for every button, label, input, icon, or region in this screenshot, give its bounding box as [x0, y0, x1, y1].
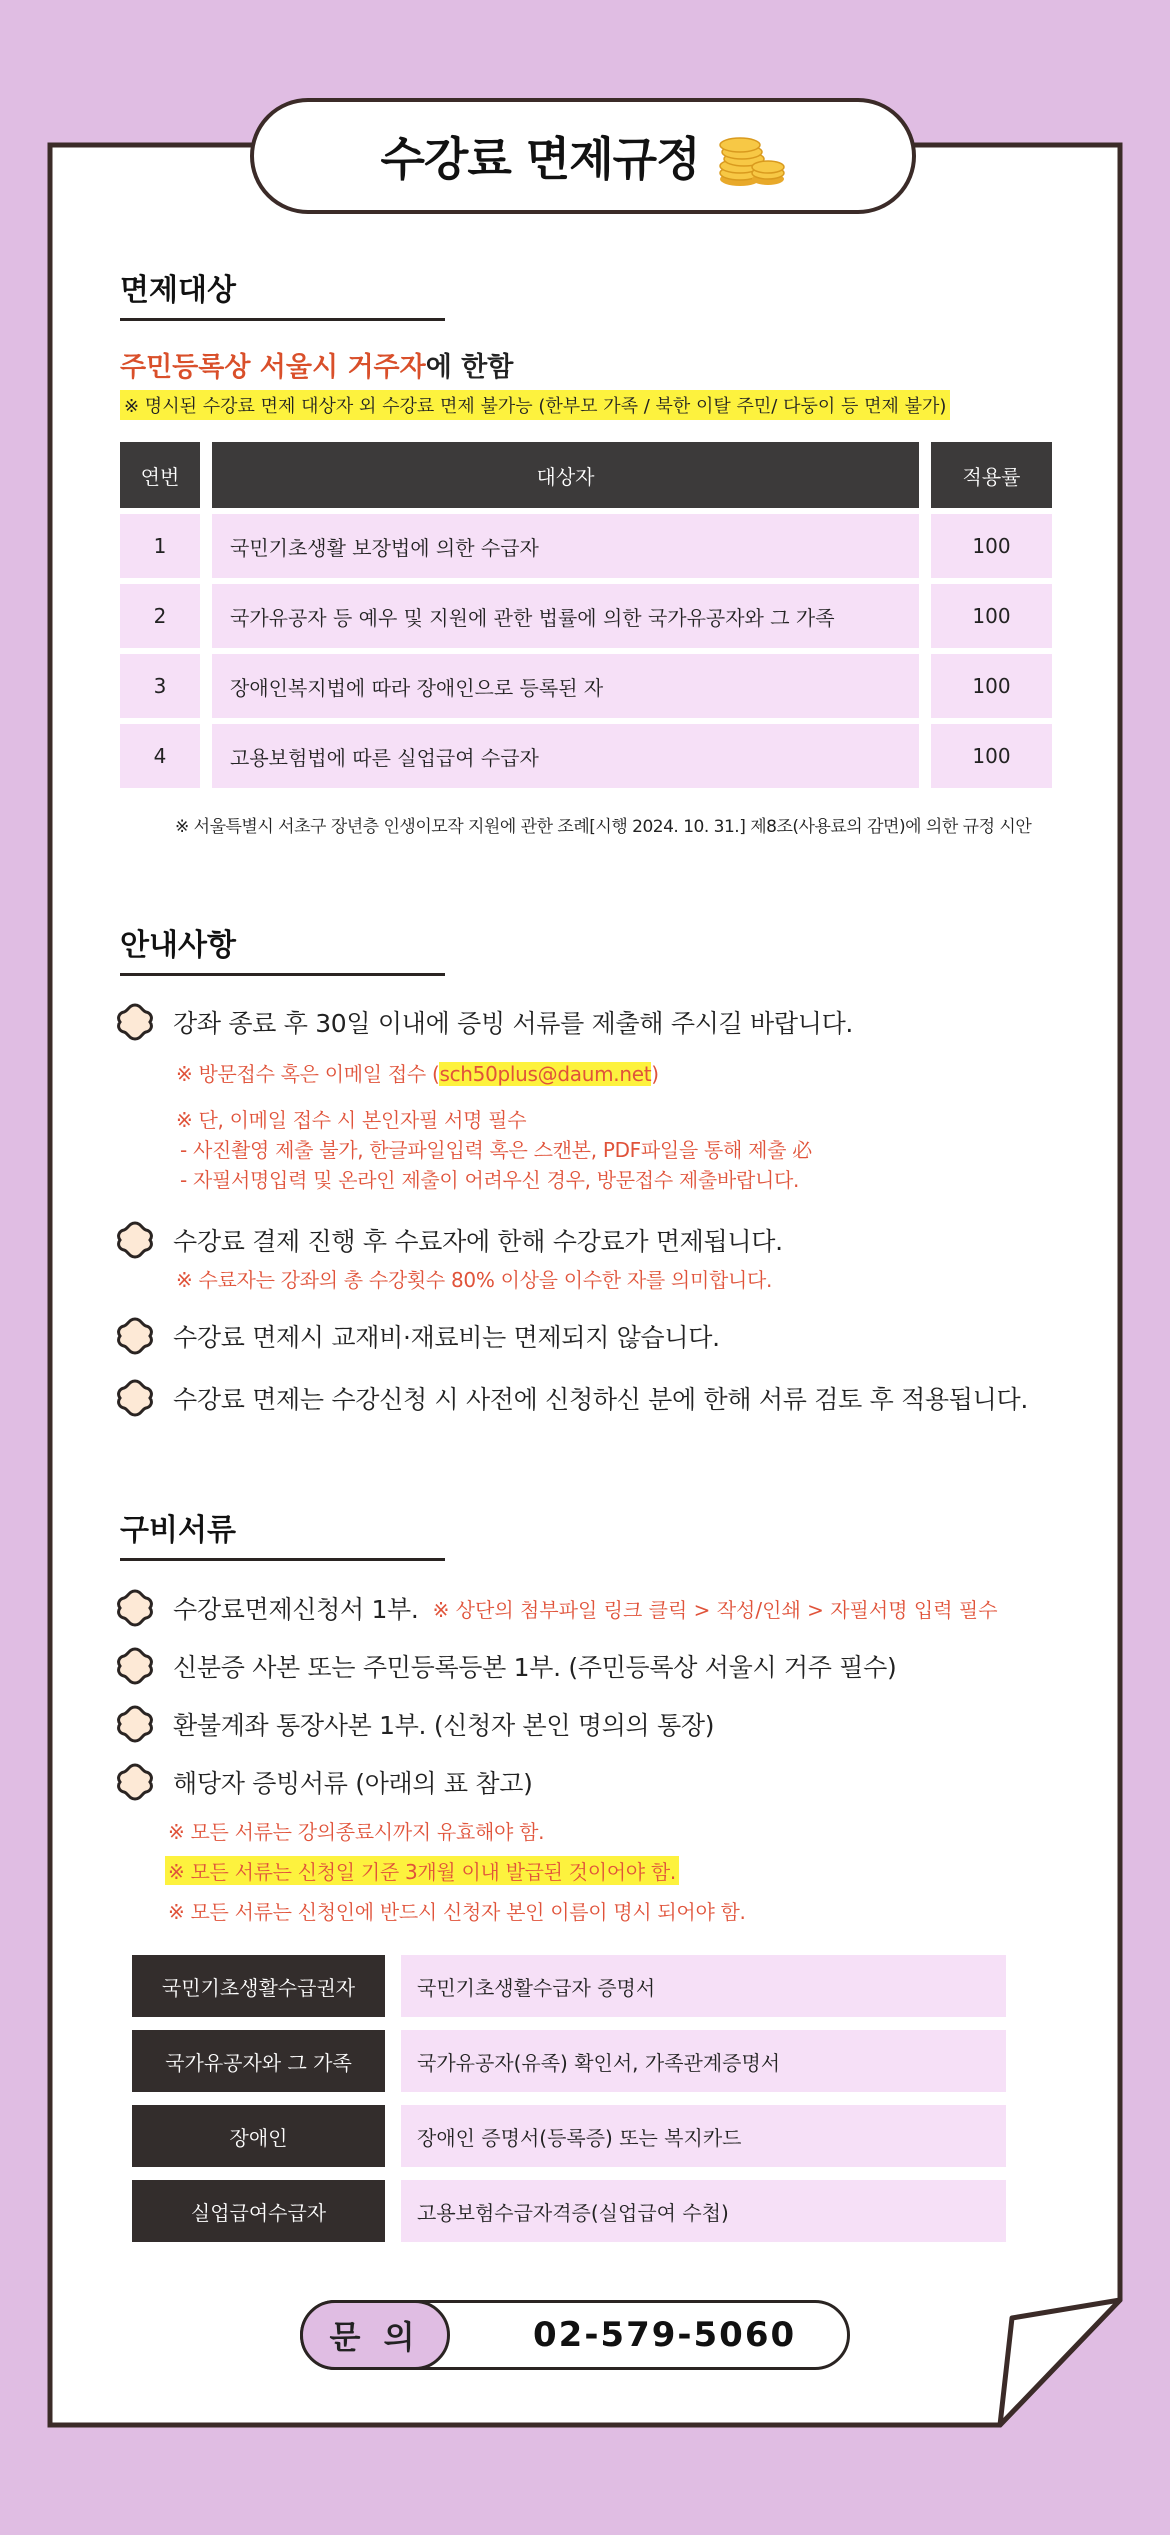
row-rate: 100	[931, 724, 1052, 788]
row-number: 4	[120, 724, 200, 788]
docs-item	[115, 1646, 896, 1686]
coins-icon	[716, 121, 786, 191]
docs-issue-date-note: ※ 모든 서류는 신청일 기준 3개월 이내 발급된 것이어야 함.	[165, 1856, 679, 1885]
target-highlight: 주민등록상 서울시 거주자	[120, 352, 426, 383]
contact-phone[interactable]: 02-579-5060	[533, 2315, 797, 2355]
table-row	[120, 654, 1052, 718]
doc-required: 국가유공자(유족) 확인서, 가족관계증명서	[401, 2030, 1006, 2092]
flower-bullet-icon	[115, 1002, 155, 1042]
page-title: 수강료 면제규정	[380, 132, 700, 186]
doc-required: 고용보험수급자격증(실업급여 수첩)	[401, 2180, 1006, 2242]
row-number: 3	[120, 654, 200, 718]
guide-item	[115, 1316, 720, 1356]
documents-table	[132, 1955, 1006, 2255]
doc-target: 장애인	[132, 2105, 385, 2167]
section-heading-guide: 안내사항	[120, 928, 236, 963]
table-header-row	[120, 442, 1052, 508]
section-divider	[120, 973, 445, 976]
submission-prefix: ※ 방문접수 혹은 이메일 접수 (	[176, 1062, 440, 1086]
section-heading-documents: 구비서류	[120, 1513, 236, 1548]
row-number: 1	[120, 514, 200, 578]
doc-target: 국민기초생활수급권자	[132, 1955, 385, 2017]
row-target: 국민기초생활 보장법에 의한 수급자	[212, 514, 919, 578]
docs-text: 환불계좌 통장사본 1부. (신청자 본인 명의의 통장)	[173, 1711, 715, 1740]
row-number: 2	[120, 584, 200, 648]
row-rate: 100	[931, 654, 1052, 718]
table-row	[132, 2180, 1006, 2242]
flower-bullet-icon	[115, 1220, 155, 1260]
guide-text: 강좌 종료 후 30일 이내에 증빙 서류를 제출해 주시길 바랍니다.	[173, 1009, 854, 1038]
guide-text: 수강료 면제는 수강신청 시 사전에 신청하신 분에 한해 서류 검토 후 적용됩니다.	[173, 1385, 1028, 1414]
table-row	[120, 584, 1052, 648]
docs-name-note: ※ 모든 서류는 신청인에 반드시 신청자 본인 이름이 명시 되어야 함.	[168, 1900, 746, 1924]
docs-attachment-note: ※ 상단의 첨부파일 링크 클릭 > 작성/인쇄 > 자필서명 입력 필수	[432, 1597, 998, 1622]
guide-text: 수강료 결제 진행 후 수료자에 한해 수강료가 면제됩니다.	[173, 1227, 783, 1256]
flower-bullet-icon	[115, 1588, 155, 1628]
row-target: 장애인복지법에 따라 장애인으로 등록된 자	[212, 654, 919, 718]
flower-bullet-icon	[115, 1316, 155, 1356]
header-cell: 적용률	[931, 442, 1052, 508]
section-divider	[120, 1558, 445, 1561]
header-cell: 연번	[120, 442, 200, 508]
doc-target: 실업급여수급자	[132, 2180, 385, 2242]
doc-required: 장애인 증명서(등록증) 또는 복지카드	[401, 2105, 1006, 2167]
docs-text: 해당자 증빙서류 (아래의 표 참고)	[173, 1769, 533, 1798]
table-row	[120, 514, 1052, 578]
contact-email[interactable]: sch50plus@daum.net	[439, 1062, 652, 1086]
row-rate: 100	[931, 584, 1052, 648]
table-row	[132, 2105, 1006, 2167]
header-cell: 대상자	[212, 442, 919, 508]
contact-box	[300, 2300, 850, 2370]
flower-bullet-icon	[115, 1704, 155, 1744]
eligibility-footnote: ※ 서울특별시 서초구 장년층 인생이모작 지원에 관한 조례[시행 2024. 10. 31.] 제8조(사용료의 감면)에 의한 규정 시안	[175, 817, 1032, 837]
docs-item	[115, 1762, 533, 1802]
eligibility-note: ※ 명시된 수강료 면제 대상자 외 수강료 면제 불가능 (한부모 가족 / 북한 이탈 주민/ 다둥이 등 면제 불가)	[120, 390, 950, 420]
table-row	[132, 2030, 1006, 2092]
submission-suffix: )	[651, 1062, 659, 1086]
table-row	[132, 1955, 1006, 2017]
guide-format-note: - 사진촬영 제출 불가, 한글파일입력 혹은 스캔본, PDF파일을 통해 제출 必	[180, 1138, 812, 1162]
doc-required: 국민기초생활수급자 증명서	[401, 1955, 1006, 2017]
guide-visit-note: - 자필서명입력 및 온라인 제출이 어려우신 경우, 방문접수 제출바랍니다.	[180, 1168, 800, 1192]
row-rate: 100	[931, 514, 1052, 578]
flower-bullet-icon	[115, 1762, 155, 1802]
guide-item	[115, 1220, 783, 1260]
row-target: 국가유공자 등 예우 및 지원에 관한 법률에 의한 국가유공자와 그 가족	[212, 584, 919, 648]
docs-item	[115, 1704, 714, 1744]
flower-bullet-icon	[115, 1646, 155, 1686]
guide-item	[115, 1002, 853, 1042]
doc-target: 국가유공자와 그 가족	[132, 2030, 385, 2092]
guide-submission-note	[176, 1058, 659, 1087]
table-row	[120, 724, 1052, 788]
eligibility-target	[120, 345, 513, 384]
contact-label: 문 의	[300, 2300, 450, 2370]
row-target: 고용보험법에 따른 실업급여 수급자	[212, 724, 919, 788]
section-divider	[120, 318, 445, 321]
eligibility-table	[120, 442, 1052, 788]
guide-signature-note: ※ 단, 이메일 접수 시 본인자필 서명 필수	[176, 1108, 527, 1132]
guide-item	[115, 1378, 1028, 1418]
target-suffix: 에 한함	[425, 352, 514, 383]
guide-text: 수강료 면제시 교재비·재료비는 면제되지 않습니다.	[173, 1323, 720, 1352]
docs-validity-note: ※ 모든 서류는 강의종료시까지 유효해야 함.	[168, 1820, 545, 1844]
docs-text: 신분증 사본 또는 주민등록등본 1부. (주민등록상 서울시 거주 필수)	[173, 1653, 897, 1682]
section-heading-eligibility: 면제대상	[120, 273, 236, 308]
flower-bullet-icon	[115, 1378, 155, 1418]
title-pill	[250, 98, 916, 214]
docs-item	[115, 1588, 998, 1628]
guide-completion-note: ※ 수료자는 강좌의 총 수강횟수 80% 이상을 이수한 자를 의미합니다.	[176, 1268, 773, 1292]
docs-text: 수강료면제신청서 1부.	[173, 1595, 419, 1624]
